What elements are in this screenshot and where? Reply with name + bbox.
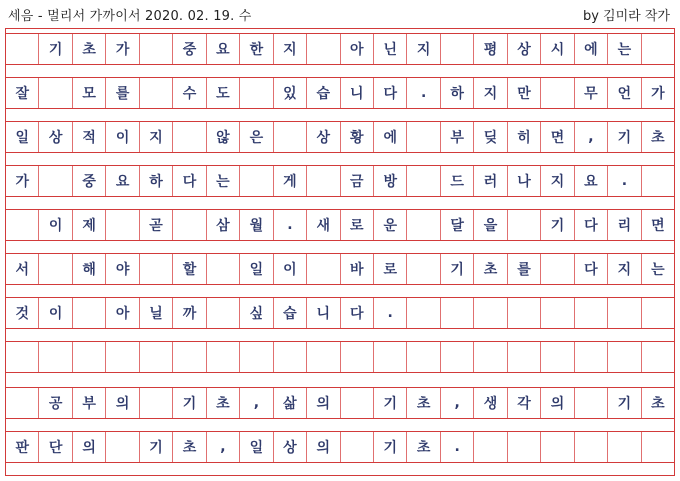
grid-cell: 습 — [306, 78, 339, 108]
grid-cell — [440, 298, 473, 328]
grid-cell — [340, 432, 373, 462]
grid-cell: , — [574, 122, 607, 152]
grid-cell — [139, 254, 172, 284]
grid-cell — [641, 342, 674, 372]
grid-cell: 있 — [273, 78, 306, 108]
grid-cell — [574, 432, 607, 462]
grid-cell — [507, 210, 540, 240]
grid-cell — [239, 166, 272, 196]
grid-cell: 하 — [139, 166, 172, 196]
grid-cell — [206, 342, 239, 372]
grid-cell: 기 — [373, 432, 406, 462]
grid-cell: 운 — [373, 210, 406, 240]
grid-cell: 요 — [105, 166, 138, 196]
grid-cell: 에 — [574, 34, 607, 64]
grid-cell: 초 — [172, 432, 205, 462]
grid-cell — [540, 432, 573, 462]
grid-cell: 는 — [607, 34, 640, 64]
grid-cell: 생 — [473, 388, 506, 418]
grid-cell: 이 — [273, 254, 306, 284]
grid-cell — [607, 432, 640, 462]
grid-cell: 면 — [641, 210, 674, 240]
grid-cell: 에 — [373, 122, 406, 152]
grid-cell: 나 — [507, 166, 540, 196]
grid-cell: , — [239, 388, 272, 418]
grid-cell — [641, 432, 674, 462]
grid-cell: , — [206, 432, 239, 462]
grid-cell — [340, 388, 373, 418]
grid-cell: 바 — [340, 254, 373, 284]
grid-cell: 제 — [72, 210, 105, 240]
grid-cell: 습 — [273, 298, 306, 328]
grid-cell: 아 — [340, 34, 373, 64]
grid-cell — [473, 298, 506, 328]
grid-cell — [105, 210, 138, 240]
grid-cell: 초 — [406, 432, 439, 462]
grid-cell — [574, 388, 607, 418]
grid-cell: 중 — [172, 34, 205, 64]
grid-cell: 초 — [641, 122, 674, 152]
grid-cell: 상 — [38, 122, 71, 152]
grid-cell: 월 — [239, 210, 272, 240]
grid-cell: 상 — [273, 432, 306, 462]
grid-cell: 모 — [72, 78, 105, 108]
grid-cell: 서 — [15, 262, 29, 278]
grid-cell — [139, 34, 172, 64]
grid-cell: 평 — [473, 34, 506, 64]
grid-cell: 은 — [239, 122, 272, 152]
grid-cell: 드 — [440, 166, 473, 196]
grid-cell: 상 — [306, 122, 339, 152]
grid-cell — [172, 122, 205, 152]
grid-cell: 삼 — [206, 210, 239, 240]
grid-cell — [574, 298, 607, 328]
grid-cell — [306, 166, 339, 196]
grid-cell: . — [273, 210, 306, 240]
grid-cell — [340, 342, 373, 372]
grid-row — [6, 253, 674, 285]
grid-cell: 잘 — [15, 86, 29, 102]
grid-cell: 기 — [540, 210, 573, 240]
grid-cell: 다 — [574, 254, 607, 284]
header-author: by 김미라 작가 — [582, 9, 670, 24]
grid-cell: 곧 — [139, 210, 172, 240]
grid-cell — [6, 34, 38, 64]
grid-cell — [406, 298, 439, 328]
grid-cell: 부 — [440, 122, 473, 152]
grid-cell: 을 — [473, 210, 506, 240]
grid-cell — [473, 432, 506, 462]
grid-cell — [607, 342, 640, 372]
manuscript-grid — [5, 28, 675, 476]
grid-cell: 일 — [239, 432, 272, 462]
grid-cell: 는 — [206, 166, 239, 196]
grid-cell: . — [440, 432, 473, 462]
grid-cell — [105, 432, 138, 462]
grid-cell — [507, 298, 540, 328]
grid-cell: 히 — [507, 122, 540, 152]
grid-cell: 상 — [507, 34, 540, 64]
grid-cell — [38, 78, 71, 108]
grid-cell: 의 — [72, 432, 105, 462]
grid-cell — [473, 342, 506, 372]
grid-cell: 일 — [239, 254, 272, 284]
grid-cell — [139, 78, 172, 108]
grid-cell — [273, 342, 306, 372]
grid-cell: 딪 — [473, 122, 506, 152]
grid-cell: 지 — [139, 122, 172, 152]
grid-row — [6, 33, 674, 65]
grid-cell: 이 — [105, 122, 138, 152]
grid-row — [6, 165, 674, 197]
grid-cell: 닌 — [373, 34, 406, 64]
grid-cell: 무 — [574, 78, 607, 108]
grid-cell — [139, 342, 172, 372]
grid-cell — [239, 342, 272, 372]
grid-cell: 것 — [15, 306, 29, 322]
grid-cell: 공 — [38, 388, 71, 418]
grid-cell: 중 — [72, 166, 105, 196]
grid-cell: 로 — [373, 254, 406, 284]
grid-cell: 지 — [273, 34, 306, 64]
grid-cell: 지 — [406, 34, 439, 64]
grid-cell: 의 — [306, 432, 339, 462]
grid-cell: 다 — [373, 78, 406, 108]
grid-cell: 니 — [340, 78, 373, 108]
grid-cell — [6, 388, 38, 418]
grid-cell: 는 — [641, 254, 674, 284]
grid-cell: 리 — [607, 210, 640, 240]
grid-cell: 기 — [440, 254, 473, 284]
grid-cell: 각 — [507, 388, 540, 418]
grid-cell — [72, 342, 105, 372]
grid-cell: 기 — [373, 388, 406, 418]
grid-cell — [306, 34, 339, 64]
grid-cell: 지 — [540, 166, 573, 196]
grid-cell: 싶 — [239, 298, 272, 328]
grid-cell — [406, 166, 439, 196]
grid-cell: 기 — [172, 388, 205, 418]
grid-row — [6, 121, 674, 153]
grid-cell — [172, 342, 205, 372]
grid-cell — [406, 254, 439, 284]
grid-cell: 기 — [139, 432, 172, 462]
grid-cell: 의 — [306, 388, 339, 418]
grid-cell — [38, 342, 71, 372]
grid-cell — [540, 78, 573, 108]
grid-cell: 지 — [473, 78, 506, 108]
grid-cell: 삶 — [273, 388, 306, 418]
grid-cell: . — [406, 78, 439, 108]
grid-cell: 금 — [340, 166, 373, 196]
grid-cell: 아 — [105, 298, 138, 328]
grid-cell: 달 — [440, 210, 473, 240]
grid-cell: 의 — [105, 388, 138, 418]
grid-cell: 로 — [340, 210, 373, 240]
grid-cell: 적 — [72, 122, 105, 152]
grid-cell: 까 — [172, 298, 205, 328]
grid-cell — [641, 34, 674, 64]
grid-cell — [139, 388, 172, 418]
grid-cell — [540, 254, 573, 284]
grid-cell: 다 — [172, 166, 205, 196]
grid-cell: 도 — [206, 78, 239, 108]
grid-cell — [72, 298, 105, 328]
grid-cell — [206, 298, 239, 328]
grid-cell: 를 — [105, 78, 138, 108]
grid-cell: 수 — [172, 78, 205, 108]
grid-cell — [6, 210, 38, 240]
grid-cell: 초 — [473, 254, 506, 284]
grid-cell — [406, 122, 439, 152]
grid-cell: 면 — [540, 122, 573, 152]
grid-cell — [38, 254, 71, 284]
grid-row — [6, 209, 674, 241]
grid-cell: 새 — [306, 210, 339, 240]
grid-cell: 기 — [607, 388, 640, 418]
grid-row — [6, 431, 674, 463]
grid-cell: 의 — [540, 388, 573, 418]
grid-cell: 가 — [15, 174, 29, 190]
grid-cell: 부 — [72, 388, 105, 418]
grid-cell: 요 — [574, 166, 607, 196]
grid-cell — [440, 34, 473, 64]
grid-cell: 판 — [15, 440, 29, 456]
grid-cell: 가 — [641, 78, 674, 108]
grid-row — [6, 387, 674, 419]
grid-cell — [574, 342, 607, 372]
grid-cell — [273, 122, 306, 152]
grid-cell: 초 — [406, 388, 439, 418]
grid-cell: 하 — [440, 78, 473, 108]
grid-cell — [507, 432, 540, 462]
grid-cell — [38, 166, 71, 196]
grid-cell — [607, 298, 640, 328]
grid-cell: 다 — [340, 298, 373, 328]
grid-cell — [641, 166, 674, 196]
grid-cell: 않 — [206, 122, 239, 152]
grid-row — [6, 341, 674, 373]
grid-cell — [641, 298, 674, 328]
grid-cell: 기 — [607, 122, 640, 152]
grid-cell: 를 — [507, 254, 540, 284]
grid-cell — [306, 342, 339, 372]
grid-cell — [105, 342, 138, 372]
grid-cell: 황 — [340, 122, 373, 152]
grid-cell: 게 — [273, 166, 306, 196]
grid-cell: 할 — [172, 254, 205, 284]
grid-cell — [406, 210, 439, 240]
grid-cell: , — [440, 388, 473, 418]
grid-cell — [440, 342, 473, 372]
grid-cell: . — [607, 166, 640, 196]
grid-cell — [373, 342, 406, 372]
grid-cell — [206, 254, 239, 284]
grid-cell: 일 — [15, 130, 29, 146]
header-title: 세음 - 멀리서 가까이서 2020. 02. 19. 수 — [8, 9, 252, 24]
grid-cell: 초 — [206, 388, 239, 418]
grid-cell: . — [373, 298, 406, 328]
grid-cell — [239, 78, 272, 108]
grid-cell: 초 — [72, 34, 105, 64]
grid-cell — [172, 210, 205, 240]
grid-cell: 만 — [507, 78, 540, 108]
grid-cell — [507, 342, 540, 372]
grid-cell: 가 — [105, 34, 138, 64]
grid-cell — [540, 342, 573, 372]
grid-cell: 시 — [540, 34, 573, 64]
grid-cell: 이 — [38, 298, 71, 328]
grid-cell: 한 — [239, 34, 272, 64]
grid-cell: 야 — [105, 254, 138, 284]
grid-cell: 기 — [38, 34, 71, 64]
grid-cell — [306, 254, 339, 284]
grid-cell: 지 — [607, 254, 640, 284]
grid-cell — [6, 342, 38, 372]
grid-cell: 해 — [72, 254, 105, 284]
grid-cell: 니 — [306, 298, 339, 328]
grid-cell: 단 — [38, 432, 71, 462]
grid-cell — [540, 298, 573, 328]
page-header — [0, 0, 680, 26]
grid-cell — [406, 342, 439, 372]
grid-row — [6, 297, 674, 329]
grid-cell: 방 — [373, 166, 406, 196]
grid-cell: 언 — [607, 78, 640, 108]
grid-cell: 다 — [574, 210, 607, 240]
grid-cell: 러 — [473, 166, 506, 196]
grid-row — [6, 77, 674, 109]
grid-cell: 닐 — [139, 298, 172, 328]
grid-cell: 이 — [38, 210, 71, 240]
grid-cell: 초 — [641, 388, 674, 418]
grid-cell: 요 — [206, 34, 239, 64]
